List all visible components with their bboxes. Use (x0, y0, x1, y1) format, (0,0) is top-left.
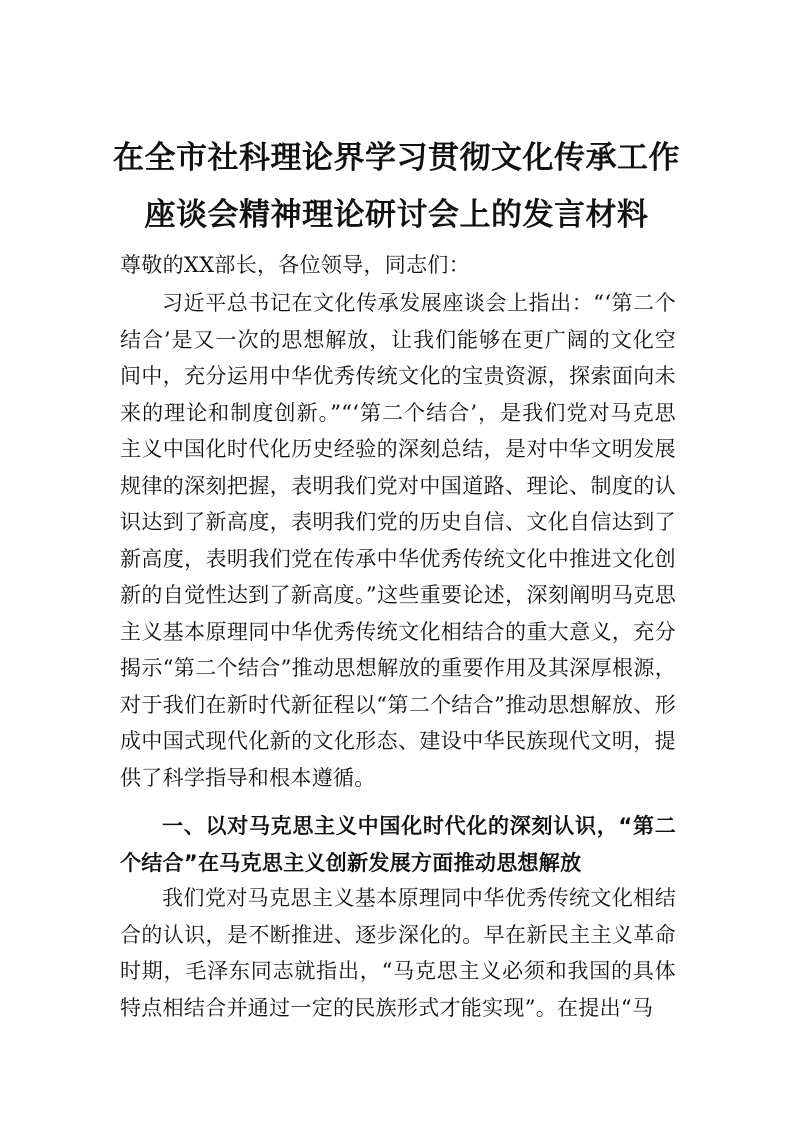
salutation: 尊敬的XX部长，各位领导，同志们： (120, 253, 470, 277)
paragraph-intro: 习近平总书记在文化传承发展座谈会上指出：“‘第二个结合’是又一次的思想解放，让我们能够在更广阔的文化空间中，充分运用中华优秀传统文化的宝贵资源，探索面向未来的理论和制度创新。”“‘第二个结合’，是我们党对马克思主义中国化时代化历史经验的深刻总结，是对中华文明发展规律的深刻把握，表明我们党对中国道路、理论、制度的认识达到了新高度，表明我们党的历史自信、文化自信达到了新高度，表明我们党在传承中华优秀传统文化中推进文化创新的自觉性达到了新高度。”这些重要论述，深刻阐明马克思主义基本原理同中华优秀传统文化相结合的重大意义，充分揭示“第二个结合”推动思想解放的重要作用及其深厚根源，对于我们在新时代新征程以“第二个结合”推动思想解放、形成中国式现代化新的文化形态、建设中华民族现代文明，提供了科学指导和根本遵循。 (120, 291, 676, 790)
section-heading-1: 一、以对马克思主义中国化时代化的深刻认识，“第二个结合”在马克思主义创新发展方面推动思想解放 (120, 814, 676, 875)
document-title-line-2: 座谈会精神理论研讨会上的发言材料 (144, 197, 649, 233)
paragraph-section-1: 我们党对马克思主义基本原理同中华优秀传统文化相结合的认识，是不断推进、逐步深化的。早在新民主主义革命时期，毛泽东同志就指出，“马克思主义必须和我国的具体特点相结合并通过一定的民族形式才能实现”。在提出“马 (120, 886, 676, 1020)
document-title-line-1: 在全市社科理论界学习贯彻文化传承工作 (113, 140, 680, 176)
